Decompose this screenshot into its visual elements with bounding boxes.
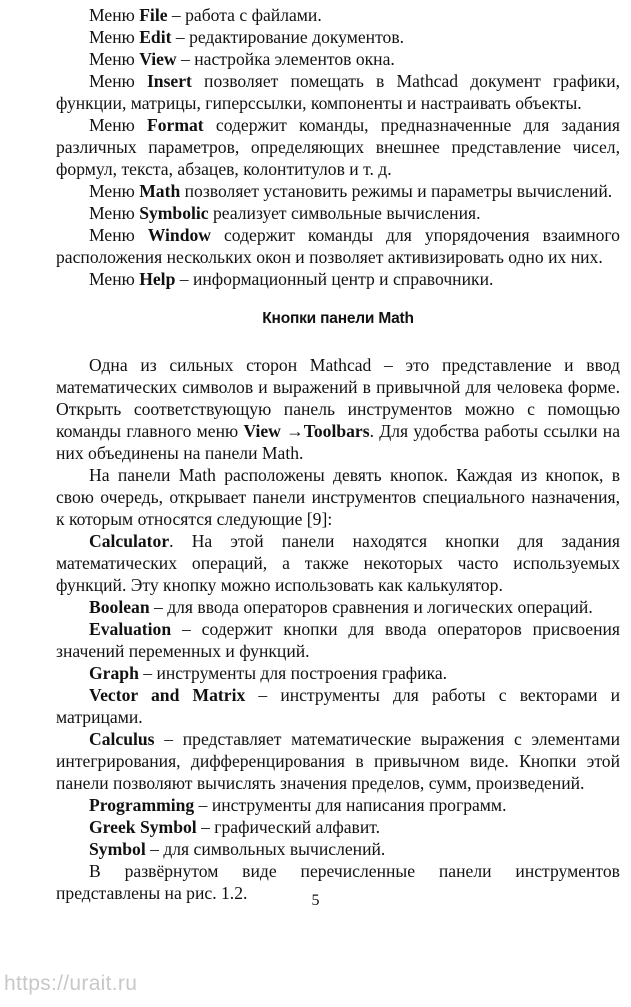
menu-prefix: Меню <box>89 269 140 289</box>
panel-item-evaluation <box>56 618 620 662</box>
panel-term: Boolean <box>89 597 150 617</box>
page-body <box>56 4 620 904</box>
watermark-url[interactable]: https://urait.ru <box>4 972 138 995</box>
menu-description: – настройка элементов окна. <box>176 49 395 69</box>
menu-prefix: Меню <box>89 225 148 245</box>
menu-term: Math <box>139 181 181 201</box>
menu-description: содержит команды, предназначенные для задания различных параметров, определяющих внешнее представление чисел, формул, текста, абзацев, колонтитулов и т. д. <box>56 115 620 179</box>
menu-item-file <box>56 4 620 26</box>
menu-prefix: Меню <box>89 27 140 47</box>
panel-item-vector-matrix <box>56 684 620 728</box>
menu-prefix: Меню <box>89 115 147 135</box>
panel-description: . На этой панели находятся кнопки для задания математических операций, а также некоторых часто используемых функций. Эту кнопку можно использовать как калькулятор. <box>56 531 620 595</box>
menu-item-symbolic <box>56 202 620 224</box>
closing-paragraph: В развёрнутом виде перечисленные панели инструментов представлены на рис. 1.2. <box>56 861 620 903</box>
panel-description: – инструменты для построения графика. <box>138 663 448 683</box>
panel-intro-paragraph: На панели Math расположены девять кнопок. Каждая из кнопок, в свою очередь, открывает панели инструментов специального назначения, к которым относятся следующие [9]: <box>56 465 620 529</box>
menu-term: Format <box>147 115 204 135</box>
section-heading: Кнопки панели Math <box>262 310 414 327</box>
panel-description: – содержит кнопки для ввода операторов присвоения значений переменных и функций. <box>56 619 620 661</box>
panel-description: – инструменты для работы с векторами и матрицами. <box>56 685 620 727</box>
panel-description: – графический алфавит. <box>196 817 381 837</box>
intro-text-after: . Для удобства работы ссылки на них объединены на панели Math. <box>56 421 620 463</box>
menu-prefix: Меню <box>89 49 140 69</box>
panel-item-calculus <box>56 728 620 794</box>
panel-item-calculator <box>56 530 620 596</box>
menu-prefix: Меню <box>89 71 147 91</box>
panel-term: Graph <box>89 663 139 683</box>
menu-description: реализует символьные вычисления. <box>208 203 481 223</box>
panel-item-greek-symbol <box>56 816 620 838</box>
menu-prefix: Меню <box>89 5 140 25</box>
intro-text-before: Одна из сильных сторон Mathcad – это представление и ввод математических символов и выражений в привычной для человека форме. Открыть соответствующую панель инструментов можно с помощью команды главного меню <box>56 355 620 441</box>
panel-description: – инструменты для написания программ. <box>194 795 507 815</box>
menu-item-edit <box>56 26 620 48</box>
menu-term: Window <box>147 225 212 245</box>
panel-description: – для ввода операторов сравнения и логических операций. <box>149 597 593 617</box>
panel-description: – представляет математические выражения с элементами интегрирования, дифференцирования в привычном виде. Кнопки этой панели позволяют вычислять значения пределов, сумм, произведений. <box>56 729 620 793</box>
panel-item-boolean <box>56 596 620 618</box>
menu-term: Symbolic <box>139 203 209 223</box>
panel-term: Vector and Matrix <box>89 685 246 705</box>
panel-term: Calculator <box>89 531 170 551</box>
panel-term: Evaluation <box>89 619 172 639</box>
intro-command: View →Toolbars <box>243 421 370 441</box>
menu-description: позволяет установить режимы и параметры вычислений. <box>180 181 613 201</box>
intro-paragraph <box>56 354 620 464</box>
panel-term: Symbol <box>89 839 146 859</box>
panel-term: Greek Symbol <box>89 817 197 837</box>
panel-term: Calculus <box>89 729 155 749</box>
menu-prefix: Меню <box>89 181 140 201</box>
menu-term: Help <box>139 269 176 289</box>
panel-item-symbol <box>56 838 620 860</box>
menu-item-format <box>56 114 620 180</box>
page-number: 5 <box>311 892 320 909</box>
menu-term: File <box>139 5 168 25</box>
menu-description: – работа с файлами. <box>167 5 322 25</box>
menu-item-math <box>56 180 620 202</box>
menu-item-insert <box>56 70 620 114</box>
menu-term: Insert <box>146 71 192 91</box>
menu-list <box>56 4 620 290</box>
menu-description: позволяет помещать в Mathcad документ графики, функции, матрицы, гиперссылки, компоненты и настраивать объекты. <box>56 71 621 113</box>
menu-prefix: Меню <box>89 203 140 223</box>
menu-term: Edit <box>139 27 172 47</box>
menu-description: – информационный центр и справочники. <box>175 269 494 289</box>
menu-description: содержит команды для упорядочения взаимного расположения нескольких окон и позволяет активизировать одно их них. <box>56 225 620 267</box>
menu-item-window <box>56 224 620 268</box>
panel-item-programming <box>56 794 620 816</box>
panel-list <box>56 530 620 860</box>
menu-item-view <box>56 48 620 70</box>
panel-item-graph <box>56 662 620 684</box>
menu-description: – редактирование документов. <box>171 27 405 47</box>
menu-item-help <box>56 268 620 290</box>
menu-term: View <box>139 49 177 69</box>
panel-description: – для символьных вычислений. <box>145 839 386 859</box>
panel-term: Programming <box>89 795 195 815</box>
